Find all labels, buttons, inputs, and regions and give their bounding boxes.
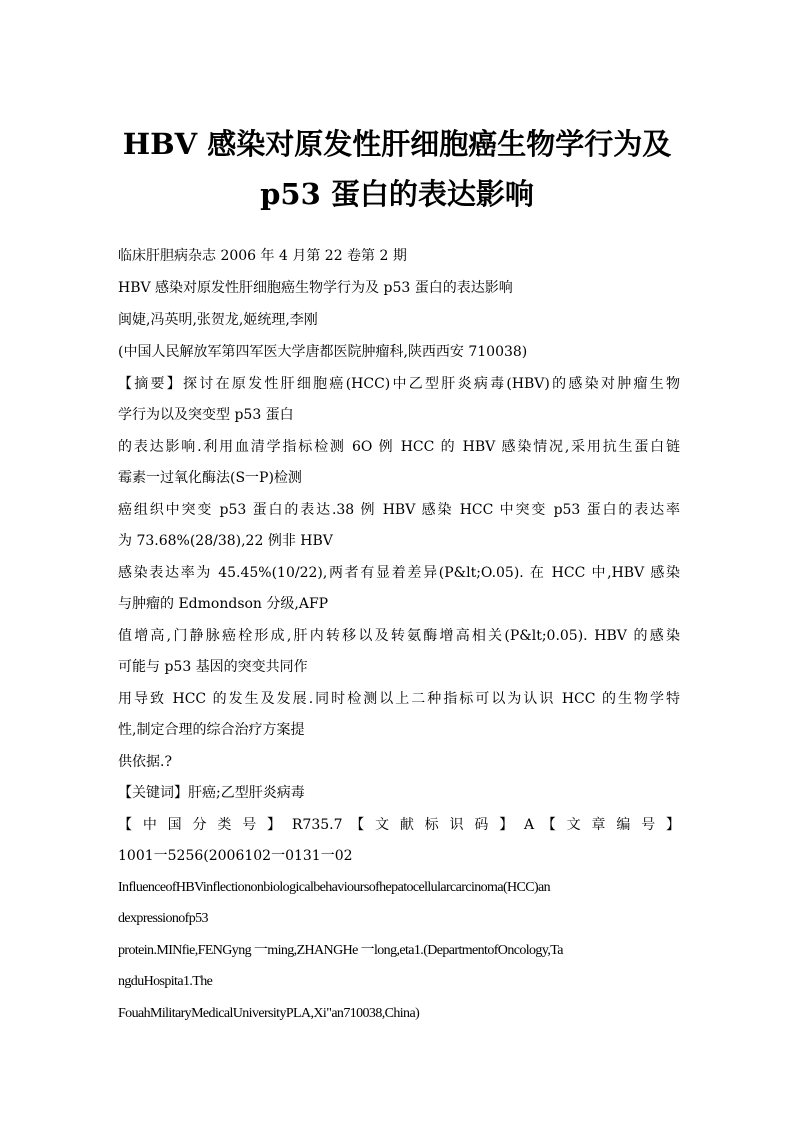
english-title-line: dexpressionofp53 (118, 911, 208, 926)
abstract-line: 感染表达率为 45.45%(10/22),两者有显着差异(P&lt;O.05). 在 HCC 中,HBV 感染 (118, 565, 680, 581)
journal-citation: 临床肝胆病杂志 2006 年 4 月第 22 卷第 2 期 (118, 248, 407, 264)
abstract-line: 癌组织中突变 p53 蛋白的表达.38 例 HBV 感染 HCC 中突变 p53 蛋白的表达率 (118, 502, 680, 518)
document-title-line-2: p53 蛋白的表达影响 (260, 177, 534, 211)
affiliation: (中国人民解放军第四军医大学唐都医院肿瘤科,陕西西安 710038) (118, 344, 528, 360)
article-number: 1001一5256(2006102一0131一02 (118, 848, 353, 864)
abstract-line: 供依据.? (118, 754, 172, 770)
abstract-line: 的表达影响.利用血清学指标检测 6O 例 HCC 的 HBV 感染情况,采用抗生蛋白链 (118, 439, 680, 455)
english-authors-line: protein.MINfie,FENGyng 一ming,ZHANGHe 一long,eta1.(DepartmentofOncology,Ta (118, 943, 563, 958)
abstract-line: 与肿瘤的 Edmondson 分级,AFP (118, 596, 329, 612)
abstract-line: 为 73.68%(28/38),22 例非 HBV (118, 533, 333, 549)
authors: 闽婕,冯英明,张贺龙,姬统理,李刚 (118, 312, 318, 328)
classification-line: 【 中 国 分 类 号 】 R735.7 【 文 献 标 识 码 】 A 【 文 章 编 号 】 (118, 817, 680, 833)
abstract-line: 值增高,门静脉癌栓形成,肝内转移以及转氨酶增高相关(P&lt;0.05). HBV 的感染 (118, 628, 680, 644)
english-title-line: InfluenceofHBVinflectiononbiologicalbehavioursofhepatocellularcarcinoma(HCC)an (118, 880, 551, 895)
abstract-line: 可能与 p53 基因的突变共同作 (118, 659, 308, 675)
abstract-line: 学行为以及突变型 p53 蛋白 (118, 407, 294, 423)
article-title-repeat: HBV 感染对原发性肝细胞癌生物学行为及 p53 蛋白的表达影响 (118, 280, 513, 296)
document-title-line-1: HBV 感染对原发性肝细胞癌生物学行为及 (122, 127, 672, 161)
keywords: 【关键词】肝癌;乙型肝炎病毒 (118, 785, 305, 801)
abstract-line: 性,制定合理的综合治疗方案提 (118, 722, 305, 738)
abstract-line: 【摘要】探讨在原发性肝细胞癌(HCC)中乙型肝炎病毒(HBV)的感染对肿瘤生物 (118, 376, 680, 392)
abstract-line: 用导致 HCC 的发生及发展.同时检测以上二种指标可以为认识 HCC 的生物学特 (118, 691, 680, 707)
abstract-line: 霉素一过氧化酶法(S一P)检测 (118, 470, 302, 486)
english-affiliation-line: FouahMilitaryMedicalUniversityPLA,Xi"an710038,China) (118, 1006, 420, 1021)
english-authors-line: ngduHospita1.The (118, 974, 213, 989)
